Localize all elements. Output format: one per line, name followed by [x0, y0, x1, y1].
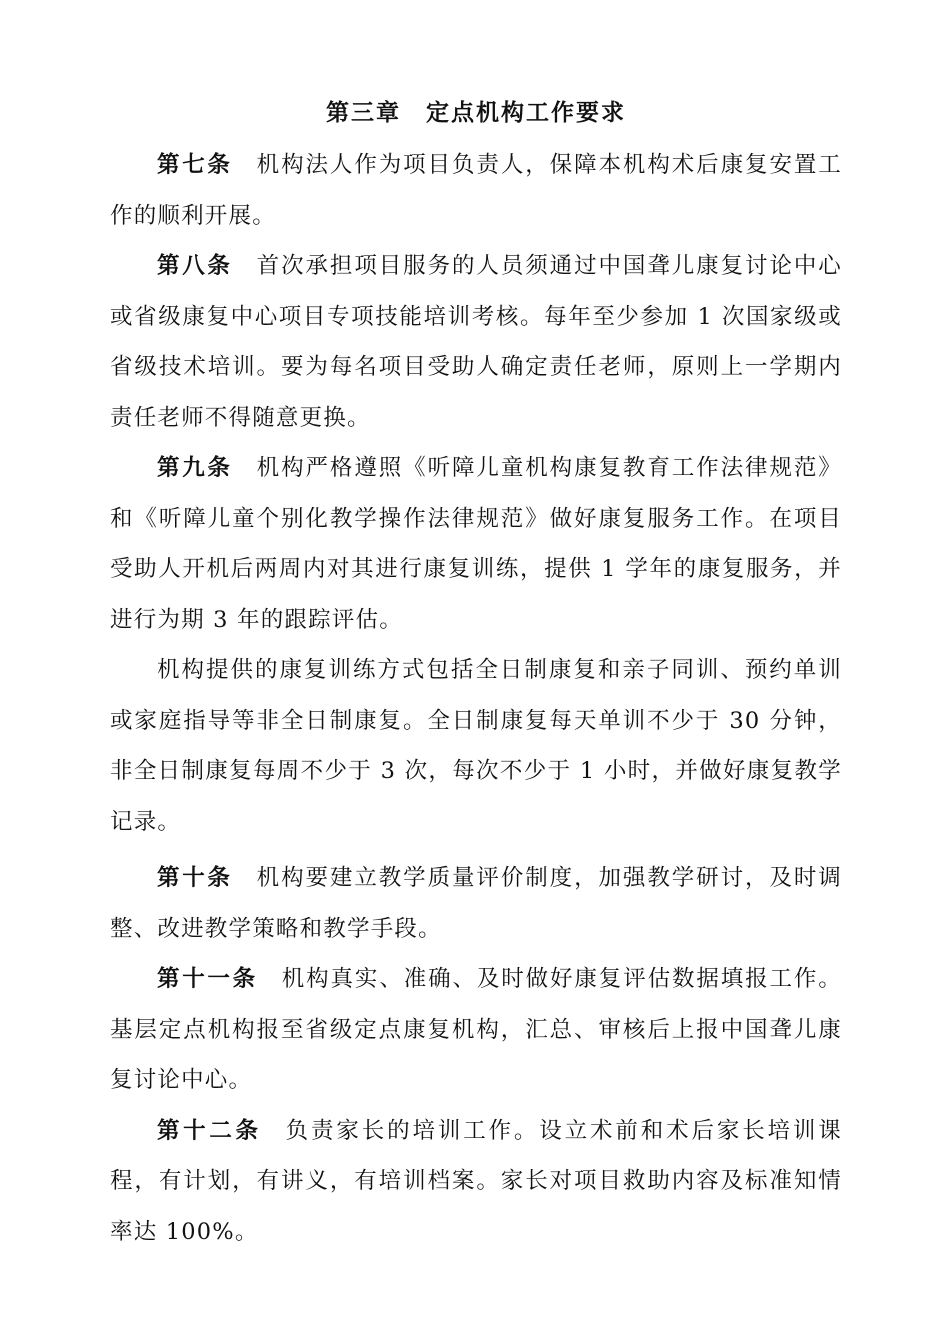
- article-text: 机构法人作为项目负责人，保障本机构术后康复安置工作的顺利开展。: [110, 152, 842, 229]
- article-12: [110, 1106, 842, 1258]
- article-text: 机构真实、准确、及时做好康复评估数据填报工作。基层定点机构报至省级定点康复机构，汇总、审核后上报中国聋儿康复讨论中心。: [110, 966, 842, 1093]
- article-label: 第十条: [157, 865, 233, 891]
- article-text: 首次承担项目服务的人员须通过中国聋儿康复讨论中心或省级康复中心项目专项技能培训考核。每年至少参加 1 次国家级或省级技术培训。要为每名项目受助人确定责任老师，原则上一学期内责任老师不得随意更换。: [110, 253, 842, 431]
- document-page: [110, 92, 842, 1257]
- article-8: [110, 241, 842, 443]
- article-9-continuation: [110, 645, 842, 847]
- article-7: [110, 140, 842, 241]
- chapter-title: 第三章 定点机构工作要求: [326, 100, 626, 126]
- article-label: 第十二条: [157, 1117, 262, 1144]
- article-9: [110, 443, 842, 645]
- article-label: 第八条: [157, 253, 233, 279]
- article-text: 负责家长的培训工作。设立术前和术后家长培训课程，有计划，有讲义，有培训档案。家长对项目救助内容及标准知情率达 100%。: [110, 1117, 842, 1245]
- article-text: 机构严格遵照《听障儿童机构康复教育工作法律规范》和《听障儿童个别化教学操作法律规范》做好康复服务工作。在项目受助人开机后两周内对其进行康复训练，提供 1 学年的康复服务，并进行为期 3 年的跟踪评估。: [110, 455, 842, 633]
- article-text: 机构要建立教学质量评价制度，加强教学研讨，及时调整、改进教学策略和教学手段。: [110, 865, 842, 942]
- article-10: [110, 853, 842, 954]
- article-text: 机构提供的康复训练方式包括全日制康复和亲子同训、预约单训或家庭指导等非全日制康复。全日制康复每天单训不少于 30 分钟，非全日制康复每周不少于 3 次，每次不少于 1 小时，并做好康复教学记录。: [110, 657, 842, 835]
- article-label: 第十一条: [157, 966, 258, 992]
- article-11: [110, 954, 842, 1106]
- article-label: 第九条: [157, 455, 233, 481]
- article-label: 第七条: [157, 152, 233, 178]
